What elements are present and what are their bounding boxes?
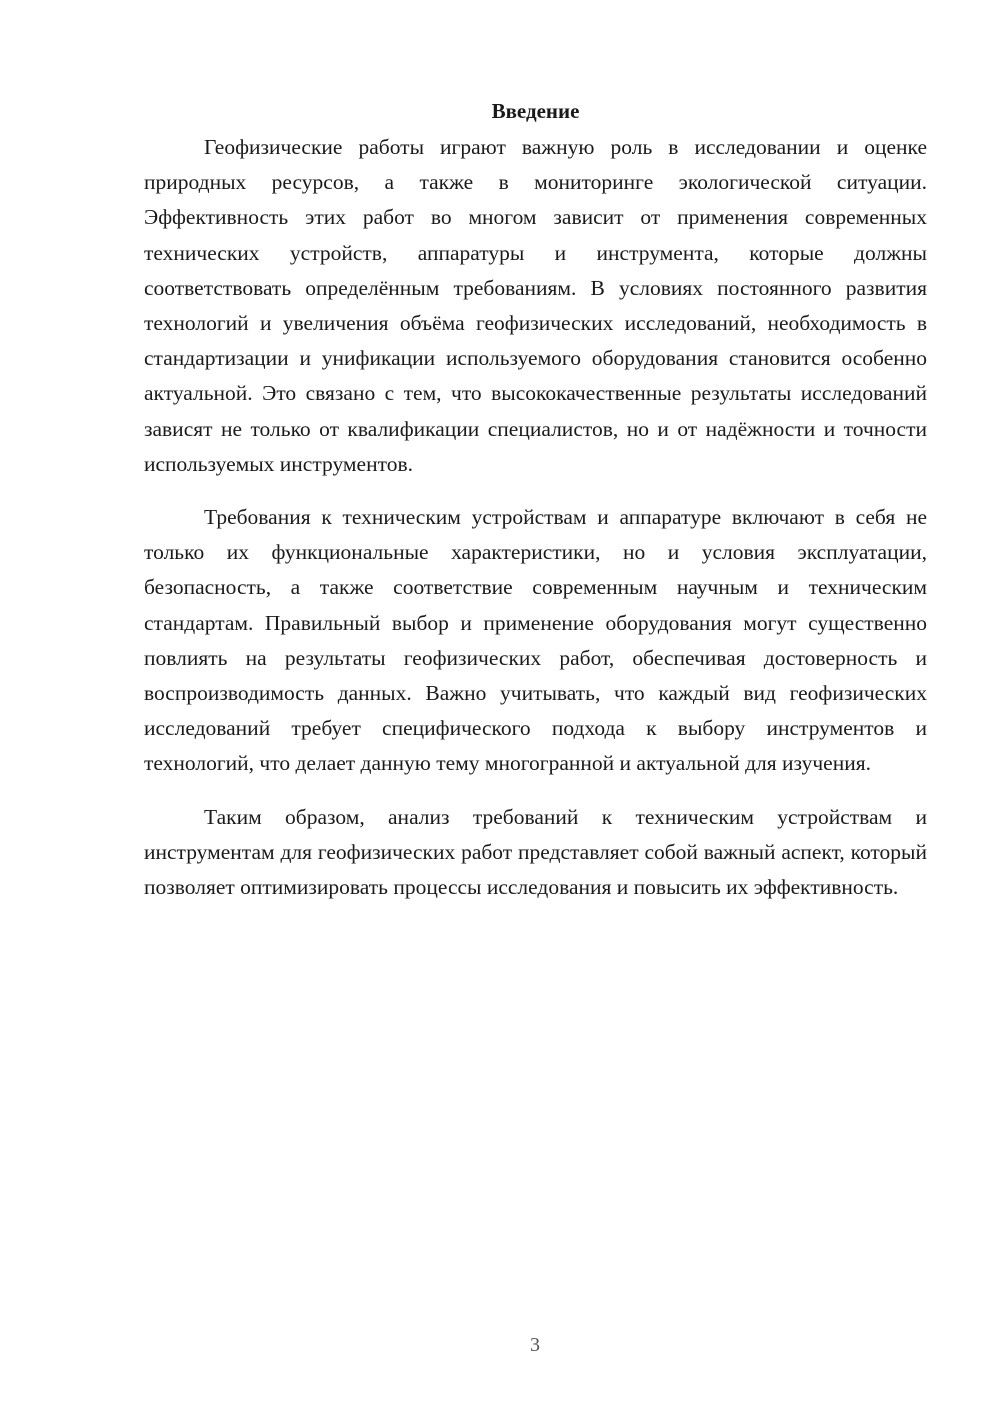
page-number: 3 bbox=[530, 1334, 540, 1356]
paragraph-3: Таким образом, анализ требований к техническим устройствам и инструментам для геофизических работ представляет собой важный аспект, который позволяет оптимизировать процессы исследования и повысить их эффективность. bbox=[144, 804, 927, 900]
section-title: Введение bbox=[491, 99, 580, 123]
paragraph-1: Геофизические работы играют важную роль в исследовании и оценке природных ресурсов, а также в мониторинге экологической ситуации. Эффективность этих работ во многом зависит от применения современных технических устройств, аппаратуры и инструмента, которые должны соответствовать определённым требованиям. В условиях постоянного развития технологий и увеличения объёма геофизических исследований, необходимость в стандартизации и унификации используемого оборудования становится особенно актуальной. Это связано с тем, что высококачественные результаты исследований зависят не только от квалификации специалистов, но и от надёжности и точности используемых инструментов. bbox=[144, 135, 927, 476]
page-content bbox=[144, 96, 927, 923]
paragraph-2: Требования к техническим устройствам и аппаратуре включают в себя не только их функциональные характеристики, но и условия эксплуатации, безопасность, а также соответствие современным научным и техническим стандартам. Правильный выбор и применение оборудования могут существенно повлиять на результаты геофизических работ, обеспечивая достоверность и воспроизводимость данных. Важно учитывать, что каждый вид геофизических исследований требует специфического подхода к выбору инструментов и технологий, что делает данную тему многогранной и актуальной для изучения. bbox=[144, 505, 927, 776]
